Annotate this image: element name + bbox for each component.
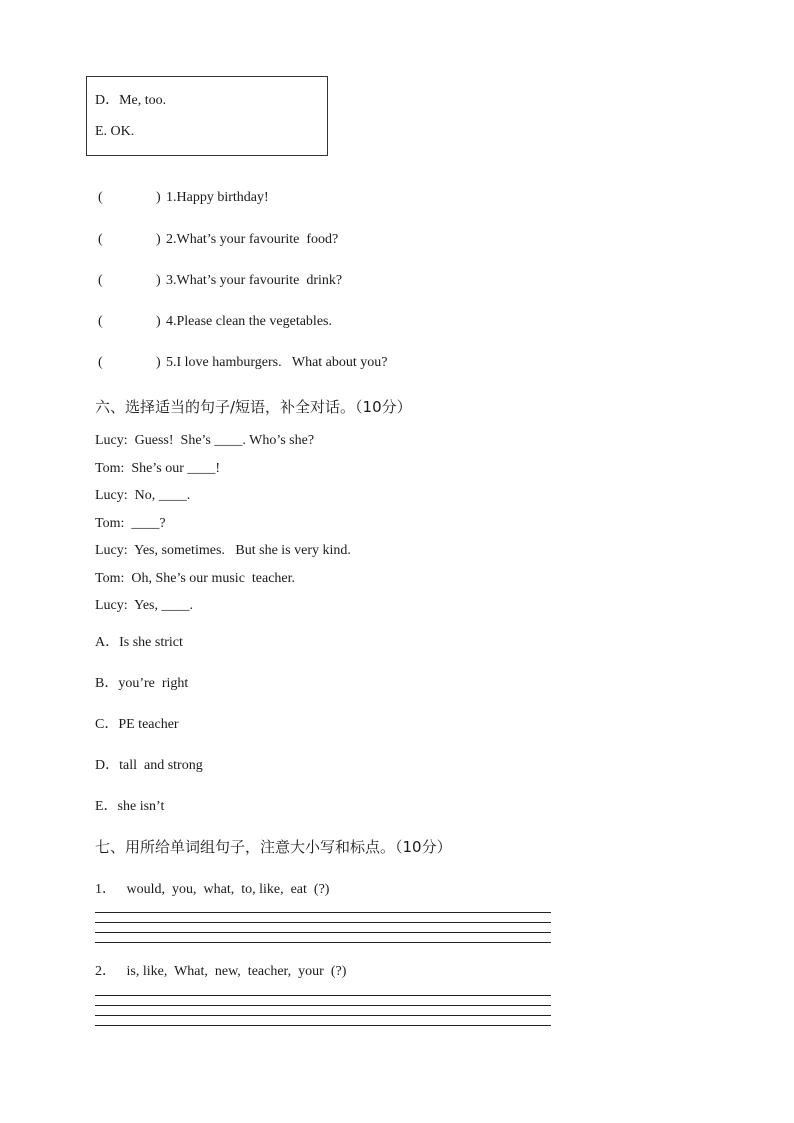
dialogue-line: Lucy: Yes, sometimes. But she is very kind. [95, 543, 351, 558]
matching-item-text: 3.What’s your favourite drink? [166, 273, 343, 288]
question-2: 2． is, like, What, new, teacher, your (?) [95, 964, 347, 979]
writing-line [95, 1015, 551, 1016]
choice-c: C．PE teacher [95, 717, 179, 732]
answer-paren-close: ) [156, 314, 161, 329]
dialogue-line: Tom: Oh, She’s our music teacher. [95, 571, 296, 586]
writing-line [95, 922, 551, 923]
dialogue-line: Tom: She’s our ____! [95, 461, 221, 476]
writing-line [95, 942, 551, 943]
dialogue-line: Lucy: Guess! She’s ____. Who’s she? [95, 433, 315, 448]
matching-item-text: 1.Happy birthday! [166, 190, 269, 205]
choice-b: B．you’re right [95, 676, 189, 691]
dialogue-line: Tom: ____? [95, 516, 166, 531]
options-box [86, 76, 328, 156]
choice-e: E．she isn’t [95, 799, 165, 814]
choice-a: A．Is she strict [95, 635, 183, 650]
question-1: 1． would, you, what, to, like, eat (?) [95, 882, 330, 897]
matching-item-text: 2.What’s your favourite food? [166, 232, 339, 247]
dialogue-line: Lucy: Yes, ____. [95, 598, 194, 613]
writing-line [95, 912, 551, 913]
choice-d: D．tall and strong [95, 758, 203, 773]
dialogue-line: Lucy: No, ____. [95, 488, 191, 503]
writing-line [95, 932, 551, 933]
matching-item-text: 5.I love hamburgers. What about you? [166, 355, 388, 370]
writing-line [95, 1005, 551, 1006]
section-7-heading: 七、用所给单词组句子，注意大小写和标点。（10分） [95, 838, 452, 856]
option-d: D．Me, too. [95, 93, 167, 108]
answer-paren-close: ) [156, 273, 161, 288]
answer-paren-close: ) [156, 355, 161, 370]
answer-paren-close: ) [156, 232, 161, 247]
section-6-heading: 六、选择适当的句子/短语，补全对话。（10分） [95, 398, 412, 416]
writing-line [95, 1025, 551, 1026]
option-e: E. OK. [95, 124, 135, 139]
matching-item-text: 4.Please clean the vegetables. [166, 314, 332, 329]
answer-paren-open: ( [98, 190, 103, 205]
answer-paren-open: ( [98, 314, 103, 329]
answer-paren-open: ( [98, 232, 103, 247]
answer-paren-open: ( [98, 273, 103, 288]
answer-paren-close: ) [156, 190, 161, 205]
writing-line [95, 995, 551, 996]
answer-paren-open: ( [98, 355, 103, 370]
